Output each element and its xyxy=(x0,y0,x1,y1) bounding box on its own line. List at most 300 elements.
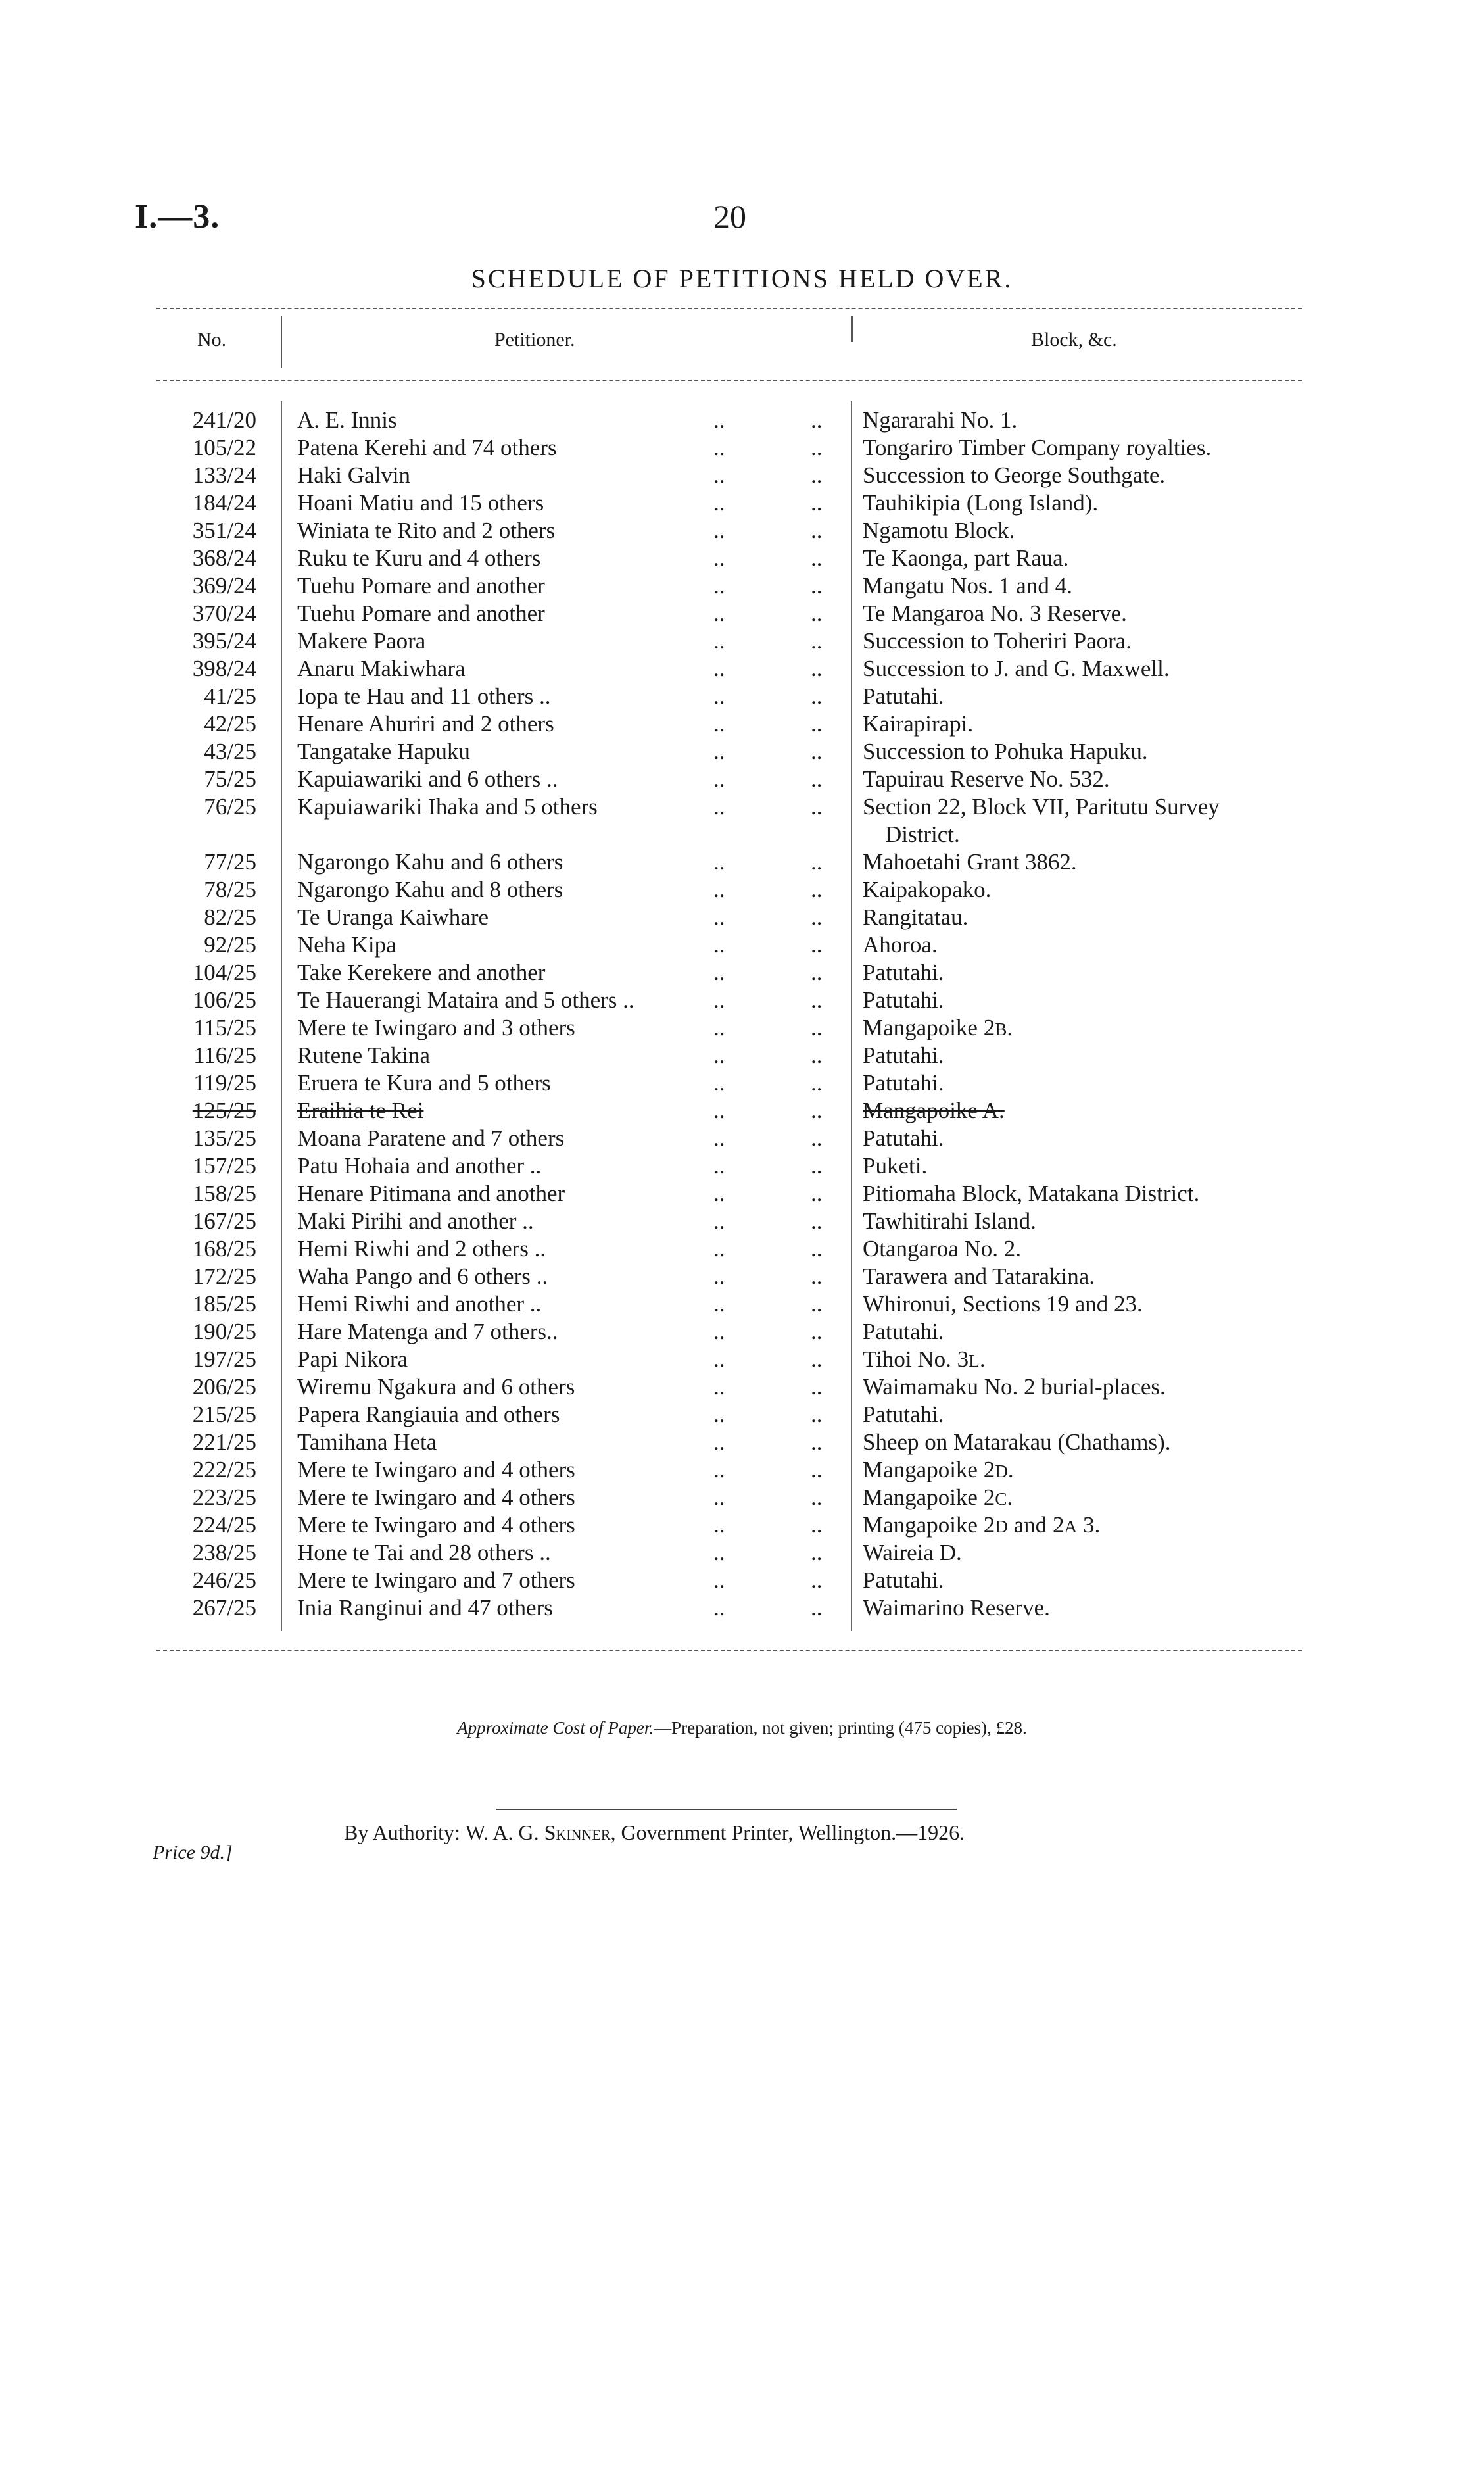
petition-number: 133/24 xyxy=(192,462,256,488)
block-text: Mangapoike 2 xyxy=(863,1457,995,1482)
petitioner-name: Kapuiawariki Ihaka and 5 others xyxy=(297,794,598,820)
petitioner-name: Henare Ahuriri and 2 others xyxy=(297,711,554,737)
leader-dots: .. xyxy=(713,1457,725,1482)
leader-dots: .. xyxy=(811,656,823,681)
petitioner-name: Inia Ranginui and 47 others xyxy=(297,1595,553,1621)
petitioner-name: Tamihana Heta xyxy=(297,1429,437,1455)
petitioner-name: Neha Kipa xyxy=(297,932,396,958)
leader-dots: .. xyxy=(811,877,823,902)
petitioner-name: Wiremu Ngakura and 6 others xyxy=(297,1374,575,1400)
leader-dots: .. xyxy=(713,490,725,516)
petitioner-name: Ngarongo Kahu and 6 others xyxy=(297,849,563,875)
block-text: Tarawera and Tatarakina. xyxy=(863,1263,1095,1289)
petition-number: 75/25 xyxy=(204,766,256,792)
leader-dots: .. xyxy=(713,656,725,681)
petition-number: 125/25 xyxy=(192,1098,256,1123)
block-subdivision: D xyxy=(995,1461,1008,1481)
leader-dots: .. xyxy=(811,1346,823,1372)
leader-dots: .. xyxy=(811,1236,823,1261)
block-text: Succession to Toheriri Paora. xyxy=(863,628,1132,654)
petitioner-name: Tangatake Hapuku xyxy=(297,739,470,764)
block-text-end: 3. xyxy=(1077,1512,1101,1538)
table-row xyxy=(0,572,1484,600)
leader-dots: .. xyxy=(713,877,725,902)
leader-dots: .. xyxy=(811,1015,823,1040)
table-row xyxy=(0,1539,1484,1567)
block-text: Patutahi. xyxy=(863,1402,944,1427)
leader-dots: .. xyxy=(811,1125,823,1151)
block-description xyxy=(863,1318,1323,1346)
petition-number: 105/22 xyxy=(192,435,256,460)
petitioner-name: Hare Matenga and 7 others.. xyxy=(297,1319,558,1344)
leader-dots: .. xyxy=(811,794,823,820)
leader-dots: .. xyxy=(811,1595,823,1621)
petition-number: 106/25 xyxy=(192,987,256,1013)
petitioner-name: Makere Paora xyxy=(297,628,426,654)
leader-dots: .. xyxy=(811,435,823,460)
block-text: Patutahi. xyxy=(863,1567,944,1593)
leader-dots: .. xyxy=(713,1346,725,1372)
leader-dots: .. xyxy=(713,739,725,764)
leader-dots: .. xyxy=(713,1291,725,1317)
leader-dots: .. xyxy=(811,407,823,433)
table-row xyxy=(0,1290,1484,1318)
block-description xyxy=(863,1401,1323,1429)
block-subdivision: C xyxy=(995,1489,1007,1509)
block-text-end: . xyxy=(1007,1015,1013,1040)
price: Price 9d.] xyxy=(153,1842,233,1863)
table-row xyxy=(0,987,1484,1014)
leader-dots: .. xyxy=(713,766,725,792)
leader-dots: .. xyxy=(713,1512,725,1538)
petitioner-name: Papi Nikora xyxy=(297,1346,408,1372)
leader-dots: .. xyxy=(811,1374,823,1400)
leader-dots: .. xyxy=(811,932,823,958)
block-description xyxy=(863,572,1323,600)
leader-dots: .. xyxy=(811,1098,823,1123)
petitioner-name: Mere te Iwingaro and 4 others xyxy=(297,1457,575,1482)
leader-dots: .. xyxy=(811,739,823,764)
petitioner-name: Papera Rangiauia and others xyxy=(297,1402,560,1427)
leader-dots: .. xyxy=(811,1512,823,1538)
block-description xyxy=(863,1235,1323,1263)
leader-dots: .. xyxy=(811,518,823,543)
leader-dots: .. xyxy=(713,435,725,460)
leader-dots: .. xyxy=(811,766,823,792)
leader-dots: .. xyxy=(713,1153,725,1179)
table-row xyxy=(0,710,1484,738)
block-text: Te Kaonga, part Raua. xyxy=(863,545,1069,571)
petition-number: 215/25 xyxy=(192,1402,256,1427)
leader-dots: .. xyxy=(811,849,823,875)
petition-number: 42/25 xyxy=(204,711,256,737)
leader-dots: .. xyxy=(811,960,823,985)
petitioner-name: Te Hauerangi Mataira and 5 others .. xyxy=(297,987,634,1013)
header-separator xyxy=(851,316,853,342)
block-description xyxy=(863,959,1323,987)
leader-dots: .. xyxy=(811,600,823,626)
block-text: Tongariro Timber Company royalties. xyxy=(863,435,1212,460)
block-text: Rangitatau. xyxy=(863,904,969,930)
block-text: Mangapoike 2 xyxy=(863,1015,995,1040)
leader-dots: .. xyxy=(713,462,725,488)
leader-dots: .. xyxy=(713,1429,725,1455)
petition-number: 157/25 xyxy=(192,1153,256,1179)
petition-number: 119/25 xyxy=(193,1070,256,1096)
block-description xyxy=(863,766,1323,793)
block-text: Patutahi. xyxy=(863,1125,944,1151)
page-number: 20 xyxy=(713,198,746,235)
block-description xyxy=(863,738,1323,766)
leader-dots: .. xyxy=(713,932,725,958)
table-bottom-rule xyxy=(156,1650,1302,1651)
leader-dots: .. xyxy=(811,1484,823,1510)
petition-number: 43/25 xyxy=(204,739,256,764)
leader-dots: .. xyxy=(811,987,823,1013)
table-row xyxy=(0,931,1484,959)
block-text: Sheep on Matarakau (Chathams). xyxy=(863,1429,1171,1455)
block-text: Patutahi. xyxy=(863,987,944,1013)
cost-text: —Preparation, not given; printing (475 copies), £28. xyxy=(654,1718,1027,1738)
block-text: Puketi. xyxy=(863,1153,928,1179)
block-subdivision: L xyxy=(969,1351,980,1371)
petitioner-name: Kapuiawariki and 6 others .. xyxy=(297,766,558,792)
printer-name: W. A. G. Skinner, xyxy=(465,1821,616,1844)
parliamentary-paper-reference: I.—3. xyxy=(135,198,220,235)
block-text: Tihoi No. 3 xyxy=(863,1346,969,1372)
block-text: Succession to Pohuka Hapuku. xyxy=(863,739,1148,764)
block-subdivision: A xyxy=(1064,1517,1078,1536)
leader-dots: .. xyxy=(811,1153,823,1179)
petitioner-name: Eraihia te Rei xyxy=(297,1098,424,1123)
table-row xyxy=(0,738,1484,766)
block-description xyxy=(863,545,1323,572)
table-row xyxy=(0,406,1484,434)
block-description xyxy=(863,1484,1323,1513)
block-description xyxy=(863,1152,1323,1180)
table-row xyxy=(0,489,1484,517)
block-description xyxy=(863,406,1323,434)
petitioner-name: Patu Hohaia and another .. xyxy=(297,1153,542,1179)
petition-number: 267/25 xyxy=(192,1595,256,1621)
petitioner-name: Mere te Iwingaro and 4 others xyxy=(297,1484,575,1510)
block-subdivision: D xyxy=(995,1517,1008,1536)
petition-number: 185/25 xyxy=(192,1291,256,1317)
table-row xyxy=(0,1097,1484,1125)
petition-number: 241/20 xyxy=(192,407,256,433)
block-description xyxy=(863,1290,1323,1318)
block-text: Kaipakopako. xyxy=(863,877,992,902)
block-description xyxy=(863,710,1323,738)
petition-number: 368/24 xyxy=(192,545,256,571)
block-description xyxy=(863,1346,1323,1375)
block-description xyxy=(863,987,1323,1014)
column-header-no: No. xyxy=(197,329,227,351)
block-text: Ahoroa. xyxy=(863,932,938,958)
petition-number: 224/25 xyxy=(192,1512,256,1538)
block-description xyxy=(863,462,1323,489)
petitioner-name: Mere te Iwingaro and 7 others xyxy=(297,1567,575,1593)
leader-dots: .. xyxy=(811,1319,823,1344)
block-description xyxy=(863,1014,1323,1043)
leader-dots: .. xyxy=(713,573,725,599)
block-text: Patutahi. xyxy=(863,683,944,709)
leader-dots: .. xyxy=(713,1567,725,1593)
petition-number: 184/24 xyxy=(192,490,256,516)
block-description xyxy=(863,1567,1323,1594)
petitioner-name: Henare Pitimana and another xyxy=(297,1181,565,1206)
table-row xyxy=(0,1069,1484,1097)
block-description xyxy=(863,517,1323,545)
petitioner-name: Tuehu Pomare and another xyxy=(297,573,545,599)
printer-authority xyxy=(344,1821,965,1845)
block-text: Whironui, Sections 19 and 23. xyxy=(863,1291,1143,1317)
block-continuation: District. xyxy=(885,821,960,847)
leader-dots: .. xyxy=(811,1567,823,1593)
petitioner-name: Hoani Matiu and 15 others xyxy=(297,490,544,516)
block-text-end: . xyxy=(979,1346,986,1372)
block-description xyxy=(863,793,1323,848)
header-bottom-rule xyxy=(156,380,1302,381)
block-description xyxy=(863,1456,1323,1485)
petition-number: 158/25 xyxy=(192,1181,256,1206)
table-row xyxy=(0,1208,1484,1235)
petition-number: 168/25 xyxy=(192,1236,256,1261)
table-row xyxy=(0,1373,1484,1401)
petitioner-name: Mere te Iwingaro and 4 others xyxy=(297,1512,575,1538)
table-row xyxy=(0,545,1484,572)
block-description xyxy=(863,848,1323,876)
petitioner-name: A. E. Innis xyxy=(297,407,397,433)
leader-dots: .. xyxy=(811,545,823,571)
column-header-block: Block, &c. xyxy=(1031,329,1117,351)
petition-number: 222/25 xyxy=(192,1457,256,1482)
block-description xyxy=(863,1180,1323,1208)
block-description xyxy=(863,1208,1323,1235)
leader-dots: .. xyxy=(811,573,823,599)
petition-number: 223/25 xyxy=(192,1484,256,1510)
leader-dots: .. xyxy=(713,1484,725,1510)
leader-dots: .. xyxy=(811,1402,823,1427)
table-top-rule xyxy=(156,308,1302,309)
table-row xyxy=(0,434,1484,462)
table-row xyxy=(0,1484,1484,1511)
header-separator xyxy=(281,316,282,368)
leader-dots: .. xyxy=(713,960,725,985)
leader-dots: .. xyxy=(713,1181,725,1206)
leader-dots: .. xyxy=(811,490,823,516)
leader-dots: .. xyxy=(811,1457,823,1482)
block-text-end: . xyxy=(1007,1484,1013,1510)
cost-of-paper-note xyxy=(0,1718,1484,1738)
leader-dots: .. xyxy=(713,628,725,654)
block-text: Ngamotu Block. xyxy=(863,518,1015,543)
leader-dots: .. xyxy=(811,1070,823,1096)
block-text: Patutahi. xyxy=(863,960,944,985)
block-text: Section 22, Block VII, Paritutu Survey xyxy=(863,794,1220,820)
leader-dots: .. xyxy=(713,1540,725,1565)
leader-dots: .. xyxy=(713,1236,725,1261)
block-description xyxy=(863,1263,1323,1290)
block-text: Succession to George Southgate. xyxy=(863,462,1166,488)
block-description xyxy=(863,627,1323,655)
petitioner-name: Waha Pango and 6 others .. xyxy=(297,1263,548,1289)
block-text: Kairapirapi. xyxy=(863,711,974,737)
table-row xyxy=(0,1401,1484,1429)
leader-dots: .. xyxy=(713,987,725,1013)
table-row xyxy=(0,1125,1484,1152)
petition-number: 78/25 xyxy=(204,877,256,902)
table-row xyxy=(0,1235,1484,1263)
table-row xyxy=(0,793,1484,848)
block-text-end: and 2 xyxy=(1007,1512,1065,1538)
table-row xyxy=(0,1014,1484,1042)
petition-number: 369/24 xyxy=(192,573,256,599)
petition-number: 115/25 xyxy=(193,1015,256,1040)
block-text-end: . xyxy=(1007,1457,1014,1482)
block-description xyxy=(863,931,1323,959)
block-description xyxy=(863,904,1323,931)
table-row xyxy=(0,1318,1484,1346)
petitioner-name: Tuehu Pomare and another xyxy=(297,600,545,626)
authority-rule xyxy=(496,1809,957,1810)
table-row xyxy=(0,1511,1484,1539)
petition-number: 395/24 xyxy=(192,628,256,654)
block-text: Waimarino Reserve. xyxy=(863,1595,1050,1621)
table-row xyxy=(0,848,1484,876)
table-row xyxy=(0,959,1484,987)
petition-number: 41/25 xyxy=(204,683,256,709)
leader-dots: .. xyxy=(713,600,725,626)
leader-dots: .. xyxy=(713,545,725,571)
block-subdivision: B xyxy=(995,1019,1007,1039)
block-text: Mangapoike 2 xyxy=(863,1512,995,1538)
petitioner-name: Hone te Tai and 28 others .. xyxy=(297,1540,551,1565)
block-description xyxy=(863,489,1323,517)
leader-dots: .. xyxy=(811,1208,823,1234)
table-row xyxy=(0,1180,1484,1208)
leader-dots: .. xyxy=(713,1595,725,1621)
petition-number: 92/25 xyxy=(204,932,256,958)
petition-number: 190/25 xyxy=(192,1319,256,1344)
table-row xyxy=(0,1594,1484,1622)
block-description xyxy=(863,1594,1323,1622)
table-row xyxy=(0,517,1484,545)
block-text: Patutahi. xyxy=(863,1319,944,1344)
petitioner-name: Patena Kerehi and 74 others xyxy=(297,435,557,460)
block-description xyxy=(863,1539,1323,1567)
leader-dots: .. xyxy=(713,1015,725,1040)
petitioner-name: Ruku te Kuru and 4 others xyxy=(297,545,541,571)
block-text: Mangapoike 2 xyxy=(863,1484,995,1510)
column-header-petitioner: Petitioner. xyxy=(494,329,575,351)
leader-dots: .. xyxy=(713,1042,725,1068)
petition-number: 82/25 xyxy=(204,904,256,930)
table-row xyxy=(0,1152,1484,1180)
petition-number: 172/25 xyxy=(192,1263,256,1289)
leader-dots: .. xyxy=(713,711,725,737)
petitioner-name: Winiata te Rito and 2 others xyxy=(297,518,556,543)
block-description xyxy=(863,600,1323,627)
block-description xyxy=(863,1373,1323,1401)
petitioner-name: Anaru Makiwhara xyxy=(297,656,466,681)
table-row xyxy=(0,683,1484,710)
table-row xyxy=(0,1263,1484,1290)
block-description xyxy=(863,683,1323,710)
petition-number: 76/25 xyxy=(204,794,256,820)
block-text: Tapuirau Reserve No. 532. xyxy=(863,766,1110,792)
leader-dots: .. xyxy=(713,1070,725,1096)
leader-dots: .. xyxy=(713,849,725,875)
block-text: Mangatu Nos. 1 and 4. xyxy=(863,573,1072,599)
block-text: Te Mangaroa No. 3 Reserve. xyxy=(863,600,1127,626)
table-row xyxy=(0,462,1484,489)
table-row xyxy=(0,1042,1484,1069)
petitioner-name: Iopa te Hau and 11 others .. xyxy=(297,683,551,709)
block-text: Otangaroa No. 2. xyxy=(863,1236,1022,1261)
block-text: Waimamaku No. 2 burial-places. xyxy=(863,1374,1166,1400)
petitioner-name: Te Uranga Kaiwhare xyxy=(297,904,489,930)
petition-number: 104/25 xyxy=(192,960,256,985)
leader-dots: .. xyxy=(713,683,725,709)
table-row xyxy=(0,627,1484,655)
petition-number: 370/24 xyxy=(192,600,256,626)
petition-number: 238/25 xyxy=(192,1540,256,1565)
leader-dots: .. xyxy=(811,462,823,488)
block-text: Patutahi. xyxy=(863,1070,944,1096)
petitioner-name: Hemi Riwhi and 2 others .. xyxy=(297,1236,546,1261)
block-description xyxy=(863,655,1323,683)
block-text: Tauhikipia (Long Island). xyxy=(863,490,1099,516)
table-row xyxy=(0,876,1484,904)
petitioner-name: Take Kerekere and another xyxy=(297,960,546,985)
block-description xyxy=(863,1069,1323,1097)
petitioner-name: Moana Paratene and 7 others xyxy=(297,1125,565,1151)
block-text: Mangapoike A. xyxy=(863,1098,1005,1123)
petitioner-name: Mere te Iwingaro and 3 others xyxy=(297,1015,575,1040)
block-description xyxy=(863,1429,1323,1456)
petition-number: 398/24 xyxy=(192,656,256,681)
petitioner-name: Haki Galvin xyxy=(297,462,411,488)
leader-dots: .. xyxy=(811,711,823,737)
leader-dots: .. xyxy=(713,1263,725,1289)
petition-number: 77/25 xyxy=(204,849,256,875)
authority-suffix: Government Printer, Wellington.—1926. xyxy=(621,1821,965,1844)
petition-number: 135/25 xyxy=(192,1125,256,1151)
block-text: Pitiomaha Block, Matakana District. xyxy=(863,1181,1200,1206)
petition-number: 351/24 xyxy=(192,518,256,543)
table-row xyxy=(0,600,1484,627)
petitioner-name: Maki Pirihi and another .. xyxy=(297,1208,534,1234)
leader-dots: .. xyxy=(713,1402,725,1427)
leader-dots: .. xyxy=(811,1291,823,1317)
leader-dots: .. xyxy=(811,1540,823,1565)
petition-number: 246/25 xyxy=(192,1567,256,1593)
block-text: Ngararahi No. 1. xyxy=(863,407,1018,433)
table-row xyxy=(0,655,1484,683)
table-row xyxy=(0,904,1484,931)
leader-dots: .. xyxy=(811,628,823,654)
leader-dots: .. xyxy=(713,1319,725,1344)
petition-number: 197/25 xyxy=(192,1346,256,1372)
petitioner-name: Hemi Riwhi and another .. xyxy=(297,1291,542,1317)
leader-dots: .. xyxy=(811,1181,823,1206)
leader-dots: .. xyxy=(713,1098,725,1123)
leader-dots: .. xyxy=(713,518,725,543)
leader-dots: .. xyxy=(811,904,823,930)
leader-dots: .. xyxy=(713,1208,725,1234)
table-row xyxy=(0,1567,1484,1594)
